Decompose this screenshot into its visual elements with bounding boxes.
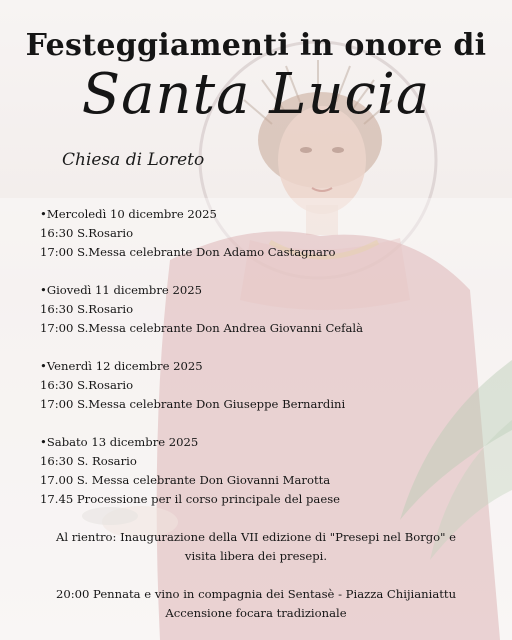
event-line: 17:00 S.Messa celebrante Don Giuseppe Bernardini bbox=[40, 397, 346, 411]
day-heading: •Mercoledì 10 dicembre 2025 bbox=[40, 207, 217, 221]
event-line: 16:30 S.Rosario bbox=[40, 226, 134, 240]
evening-line-1: 20:00 Pennata e vino in compagnia dei Sentasè - Piazza Chijianiattu bbox=[55, 587, 457, 601]
evening-line-2: Accensione focara tradizionale bbox=[165, 606, 347, 620]
spacer bbox=[0, 566, 512, 585]
schedule bbox=[40, 205, 500, 528]
event-line: 16:30 S. Rosario bbox=[40, 454, 137, 468]
title-line-2: Santa Lucia bbox=[81, 62, 431, 127]
day-heading: •Sabato 13 dicembre 2025 bbox=[40, 435, 199, 449]
event-line: 17.00 S. Messa celebrante Don Giovanni Marotta bbox=[40, 473, 331, 487]
day-block bbox=[40, 205, 500, 262]
title-line-1: Festeggiamenti in onore di bbox=[25, 28, 487, 63]
church-subtitle: Chiesa di Loreto bbox=[62, 150, 205, 170]
day-block bbox=[40, 433, 500, 509]
day-heading: •Venerdì 12 dicembre 2025 bbox=[40, 359, 203, 373]
event-line: 17:00 S.Messa celebrante Don Adamo Castagnaro bbox=[40, 245, 336, 259]
event-line: 17.45 Processione per il corso principale del paese bbox=[40, 492, 341, 506]
day-block bbox=[40, 357, 500, 414]
event-line: 17:00 S.Messa celebrante Don Andrea Giovanni Cefalà bbox=[40, 321, 363, 335]
closing-notes bbox=[0, 528, 512, 623]
day-block bbox=[40, 281, 500, 338]
rientro-line-2: visita libera dei presepi. bbox=[184, 549, 328, 563]
day-heading: •Giovedì 11 dicembre 2025 bbox=[40, 283, 202, 297]
event-line: 16:30 S.Rosario bbox=[40, 302, 134, 316]
rientro-line-1: Al rientro: Inaugurazione della VII edizione di "Presepi nel Borgo" e bbox=[55, 530, 457, 544]
event-line: 16:30 S.Rosario bbox=[40, 378, 134, 392]
